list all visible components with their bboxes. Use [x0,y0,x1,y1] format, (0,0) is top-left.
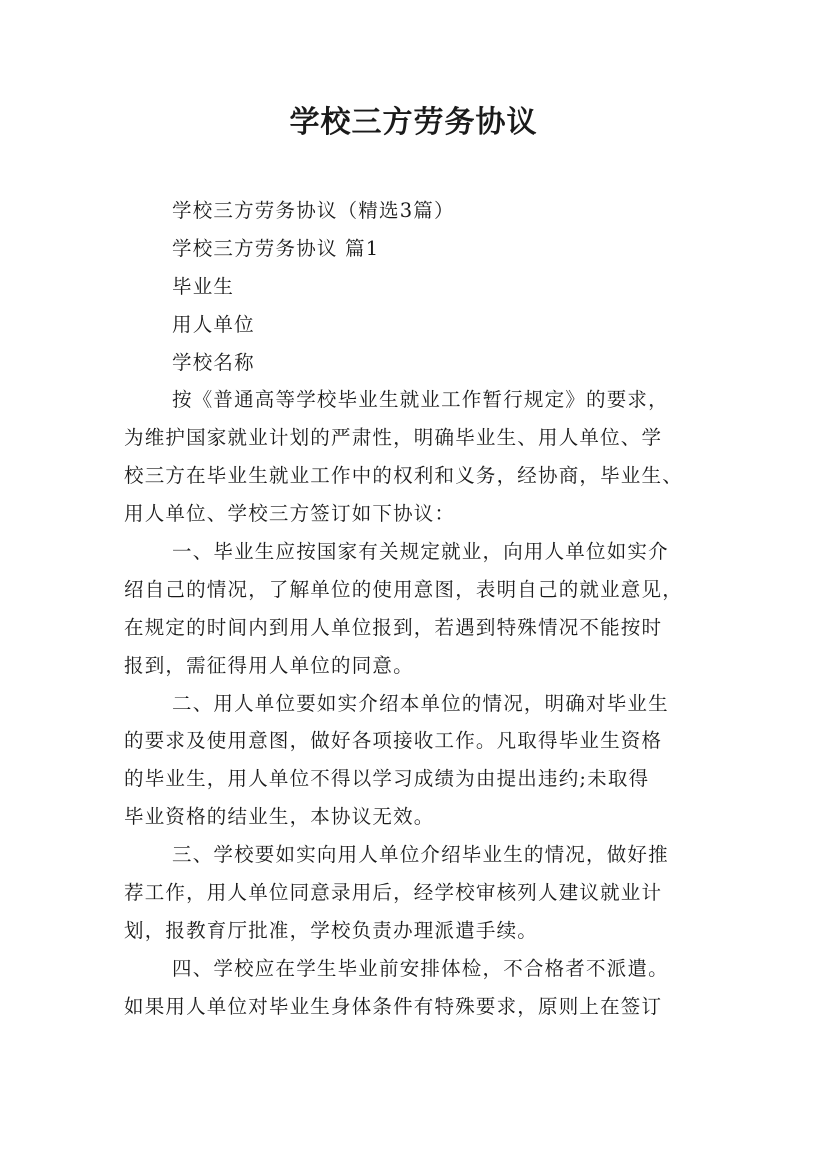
paragraph-line: 四、学校应在学生毕业前安排体检，不合格者不派遣。 [172,956,669,980]
paragraph-line: 荐工作，用人单位同意录用后，经学校审核列人建议就业计 [124,881,663,905]
document-title: 学校三方劳务协议 [289,105,538,140]
paragraph-line: 报到，需征得用人单位的同意。 [124,653,414,677]
paragraph-line: 用人单位、学校三方签订如下协议： [124,502,456,526]
paragraph-line: 一、毕业生应按国家有关规定就业，向用人单位如实介 [172,540,669,564]
paragraph-line: 在规定的时间内到用人单位报到，若遇到特殊情况不能按时 [124,615,663,639]
subtitle-line: 学校三方劳务协议（精选3篇） [172,199,455,222]
paragraph-line: 为维护国家就业计划的严肃性，明确毕业生、用人单位、学 [124,426,663,450]
section-heading: 学校三方劳务协议 篇1 [172,236,380,260]
document-body [124,192,709,1026]
paragraph-line: 绍自己的情况，了解单位的使用意图，表明自己的就业意见， [124,577,683,601]
paragraph-line: 的毕业生，用人单位不得以学习成绩为由提出违约;未取得 [124,767,650,791]
field-graduate: 毕业生 [172,274,235,298]
paragraph-line: 校三方在毕业生就业工作中的权利和义务，经协商，毕业生、 [124,464,683,488]
field-employer: 用人单位 [172,312,255,336]
paragraph-line: 按《普通高等学校毕业生就业工作暂行规定》的要求， [172,388,669,412]
field-school-name: 学校名称 [172,350,255,374]
paragraph-line: 如果用人单位对毕业生身体条件有特殊要求，原则上在签订 [124,994,663,1018]
paragraph-line: 三、学校要如实向用人单位介绍毕业生的情况，做好推 [172,843,669,867]
paragraph-line: 毕业资格的结业生，本协议无效。 [124,805,435,829]
paragraph-line: 二、用人单位要如实介绍本单位的情况，明确对毕业生 [172,691,669,715]
paragraph-line: 划，报教育厅批准，学校负责办理派遣手续。 [124,918,539,942]
paragraph-line: 的要求及使用意图，做好各项接收工作。凡取得毕业生资格 [124,729,663,753]
